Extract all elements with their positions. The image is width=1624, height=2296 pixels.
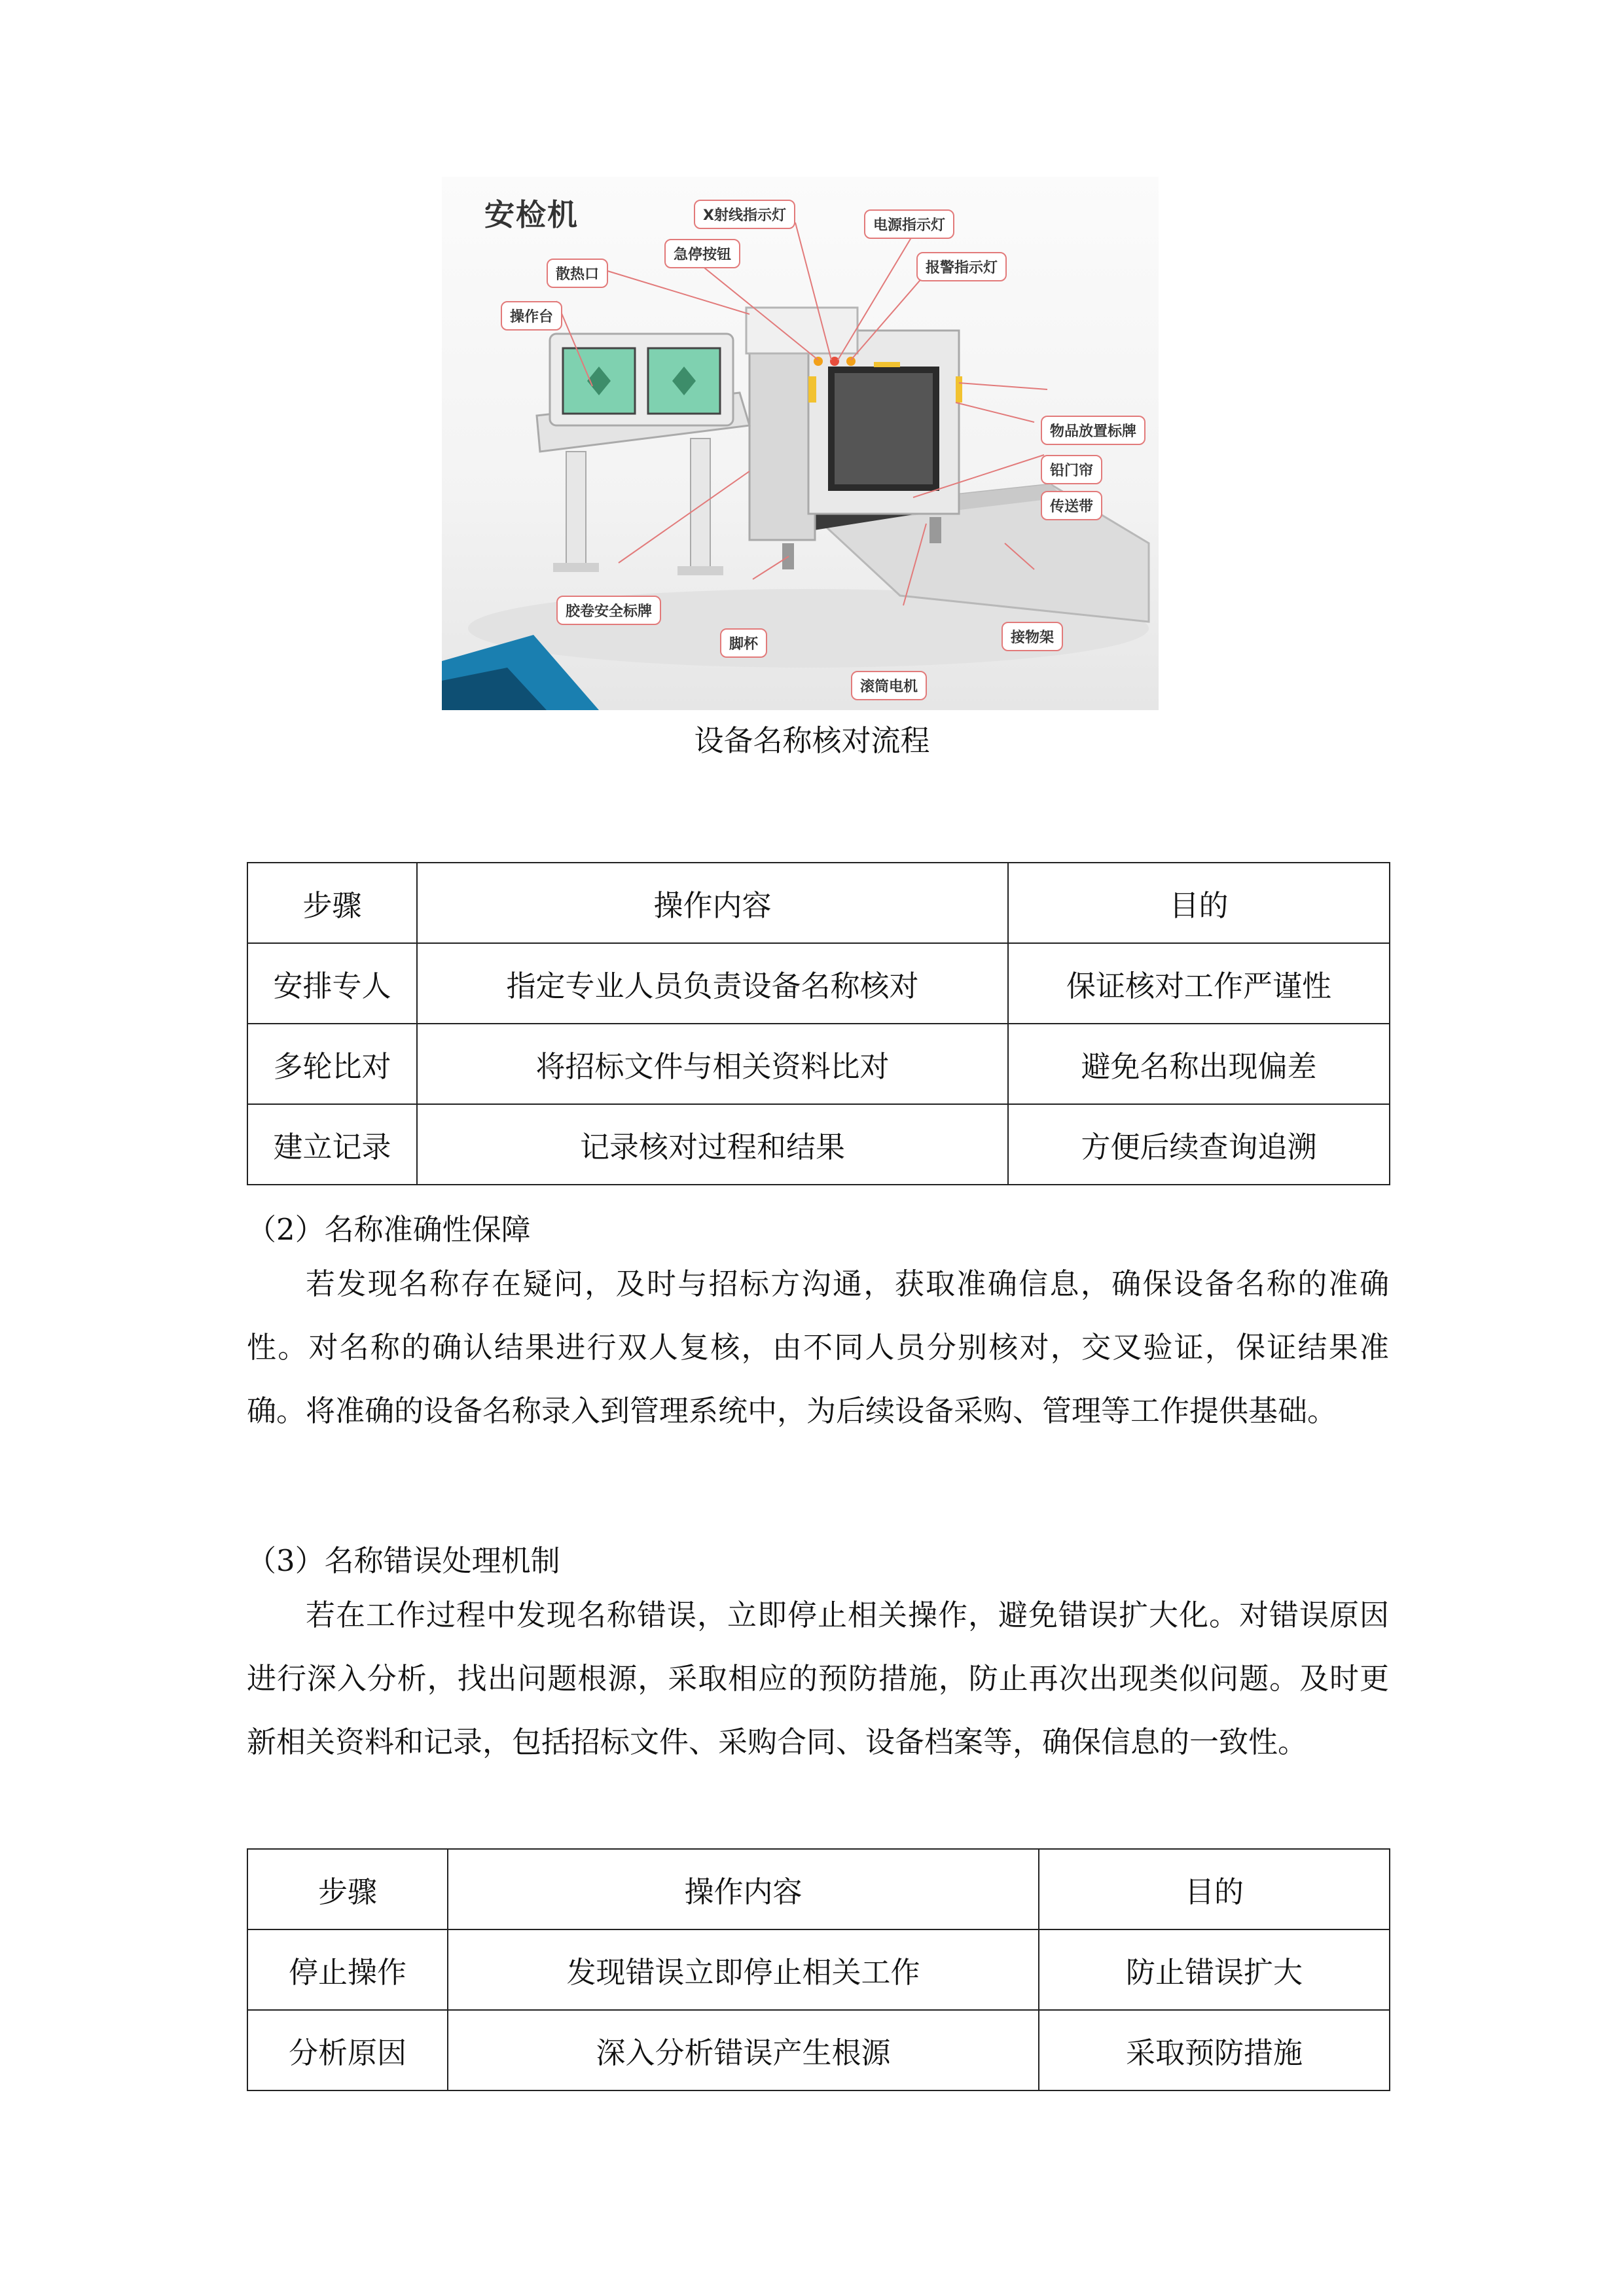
cell-purpose: 保证核对工作严谨性 [1008,943,1390,1024]
security-scanner-figure [442,177,1159,710]
callout-roller-motor: 滚筒电机 [851,671,927,700]
callout-receiver-rack: 接物架 [1001,622,1063,651]
cell-purpose: 采取预防措施 [1039,2010,1390,2090]
header-content: 操作内容 [417,863,1008,943]
figure-caption: 设备名称核对流程 [694,723,930,758]
cell-content: 指定专业人员负责设备名称核对 [417,943,1008,1024]
cell-purpose: 方便后续查询追溯 [1008,1104,1390,1185]
cell-content: 记录核对过程和结果 [417,1104,1008,1185]
table-row [247,1104,1390,1185]
table-header-row [247,1849,1390,1929]
cell-step: 停止操作 [247,1929,448,2010]
callout-power-light: 电源指示灯 [864,209,954,239]
callout-alarm-light: 报警指示灯 [916,252,1007,281]
section2-paragraph: 若发现名称存在疑问，及时与招标方沟通，获取准确信息，确保设备名称的准确性。对名称的确认结果进行双人复核，由不同人员分别核对，交叉验证，保证结果准确。将准确的设备名称录入到管理系统中，为后续设备采购、管理等工作提供基础。 [247,1266,1389,1428]
header-content: 操作内容 [448,1849,1039,1929]
cell-content: 深入分析错误产生根源 [448,2010,1039,2090]
cell-step: 多轮比对 [247,1024,417,1104]
header-purpose: 目的 [1008,863,1390,943]
figure-title: 安检机 [484,197,579,232]
callout-item-sign: 物品放置标牌 [1041,416,1146,445]
table-header-row [247,863,1390,943]
callout-film-sign: 胶卷安全标牌 [556,596,661,625]
name-check-table [247,862,1390,1185]
cell-purpose: 避免名称出现偏差 [1008,1024,1390,1104]
table-row [247,1929,1390,2010]
header-purpose: 目的 [1039,1849,1390,1929]
callout-vent: 散热口 [547,259,608,288]
section3-heading: （3）名称错误处理机制 [247,1543,560,1578]
cell-content: 将招标文件与相关资料比对 [417,1024,1008,1104]
header-step: 步骤 [247,1849,448,1929]
cell-step: 建立记录 [247,1104,417,1185]
table-row [247,943,1390,1024]
section3-paragraph: 若在工作过程中发现名称错误，立即停止相关操作，避免错误扩大化。对错误原因进行深入分析，找出问题根源，采取相应的预防措施，防止再次出现类似问题。及时更新相关资料和记录，包括招标文件、采购合同、设备档案等，确保信息的一致性。 [247,1598,1389,1759]
callout-console: 操作台 [501,301,562,331]
table-row [247,1024,1390,1104]
cell-content: 发现错误立即停止相关工作 [448,1929,1039,2010]
callout-lead-curtain: 铅门帘 [1041,455,1102,484]
section2-heading: （2）名称准确性保障 [247,1212,531,1247]
cell-step: 分析原因 [247,2010,448,2090]
callout-estop: 急停按钮 [664,239,740,268]
cell-purpose: 防止错误扩大 [1039,1929,1390,2010]
error-handling-table [247,1848,1390,2091]
callout-foot-cup: 脚杯 [720,628,767,658]
cell-step: 安排专人 [247,943,417,1024]
callout-xray-light: X射线指示灯 [694,200,795,229]
callout-conveyor: 传送带 [1041,491,1102,520]
header-step: 步骤 [247,863,417,943]
table-row [247,2010,1390,2090]
